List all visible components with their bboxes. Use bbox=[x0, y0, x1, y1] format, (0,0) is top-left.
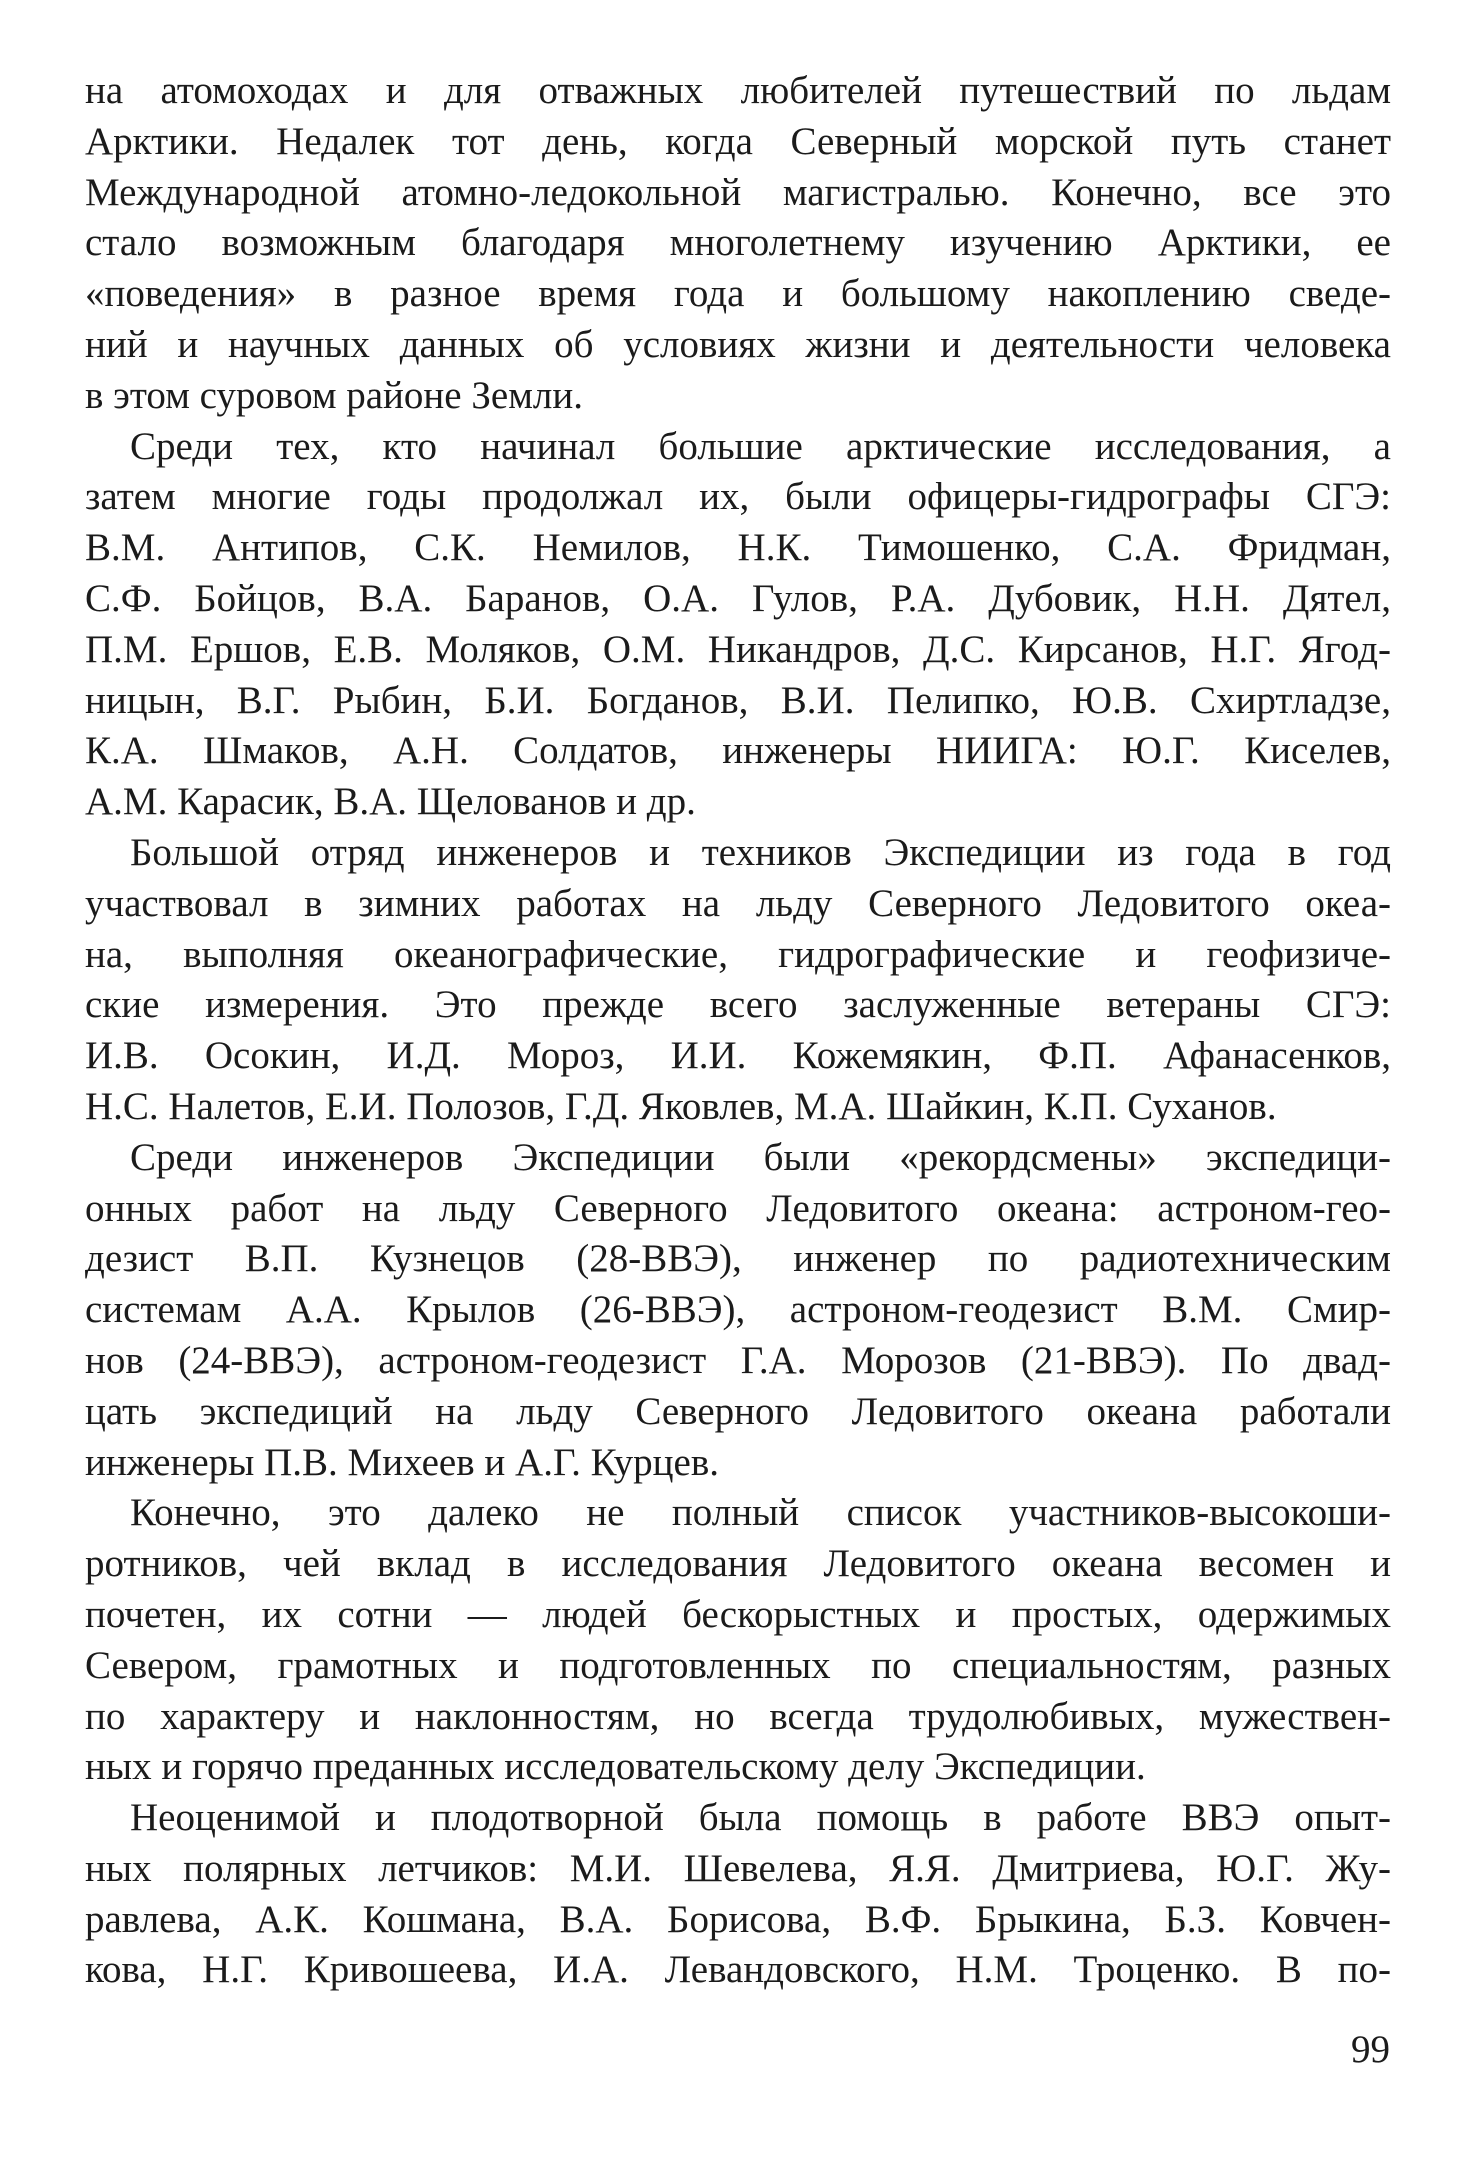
text-line: Севером, грамотных и подготовленных по специальностям, разных bbox=[85, 1643, 1391, 1687]
text-line: Среди инженеров Экспедиции были «рекордсмены» экспедици- bbox=[130, 1135, 1391, 1179]
paragraph bbox=[85, 1793, 1391, 1996]
text-line: ных полярных летчиков: М.И. Шевелева, Я.Я. Дмитриева, Ю.Г. Жу- bbox=[85, 1846, 1391, 1890]
text-line: почетен, их сотни — людей бескорыстных и простых, одержимых bbox=[85, 1592, 1391, 1636]
page-body bbox=[85, 66, 1391, 1996]
text-line: ных и горячо преданных исследовательскому делу Экспедиции. bbox=[85, 1745, 1146, 1789]
text-line: Неоценимой и плодотворной была помощь в работе ВВЭ опыт- bbox=[130, 1796, 1391, 1840]
text-line: «поведения» в разное время года и большому накоплению сведе- bbox=[85, 272, 1391, 316]
paragraph bbox=[85, 828, 1391, 1133]
text-line: на атомоходах и для отважных любителей путешествий по льдам bbox=[85, 69, 1391, 112]
text-line: инженеры П.В. Михеев и А.Г. Курцев. bbox=[85, 1440, 720, 1484]
text-line: Среди тех, кто начинал большие арктические исследования, а bbox=[130, 424, 1391, 468]
paragraph bbox=[85, 422, 1391, 828]
text-line: П.М. Ершов, Е.В. Моляков, О.М. Никандров, Д.С. Кирсанов, Н.Г. Ягод- bbox=[85, 627, 1391, 671]
page-number: 99 bbox=[1351, 2028, 1390, 2071]
text-line: стало возможным благодаря многолетнему изучению Арктики, ее bbox=[85, 221, 1391, 265]
text-line: равлева, А.К. Кошмана, В.А. Борисова, В.Ф. Брыкина, Б.З. Ковчен- bbox=[85, 1897, 1391, 1941]
text-line: цать экспедиций на льду Северного Ледовитого океана работали bbox=[85, 1389, 1391, 1433]
text-line: Конечно, это далеко не полный список участников-высокоши- bbox=[130, 1491, 1391, 1535]
text-line: системам А.А. Крылов (26-ВВЭ), астроном-геодезист В.М. Смир- bbox=[85, 1288, 1391, 1332]
text-line: И.В. Осокин, И.Д. Мороз, И.И. Кожемякин, Ф.П. Афанасенков, bbox=[85, 1034, 1391, 1078]
text-line: К.А. Шмаков, А.Н. Солдатов, инженеры НИИГА: Ю.Г. Киселев, bbox=[85, 729, 1391, 773]
text-line: затем многие годы продолжал их, были офицеры-гидрографы СГЭ: bbox=[85, 475, 1391, 519]
text-line: кова, Н.Г. Кривошеева, И.А. Левандовского, Н.М. Троценко. В по- bbox=[85, 1948, 1391, 1992]
text-line: Арктики. Недалек тот день, когда Северный морской путь станет bbox=[85, 119, 1391, 163]
text-line: Международной атомно-ледокольной магистралью. Конечно, все это bbox=[85, 170, 1391, 214]
text-line: С.Ф. Бойцов, В.А. Баранов, О.А. Гулов, Р.А. Дубовик, Н.Н. Дятел, bbox=[85, 576, 1391, 620]
text-line: ротников, чей вклад в исследования Ледовитого океана весомен и bbox=[85, 1542, 1391, 1586]
paragraph bbox=[85, 1488, 1391, 1793]
text-line: в этом суровом районе Земли. bbox=[85, 373, 583, 417]
text-line: ницын, В.Г. Рыбин, Б.И. Богданов, В.И. Пелипко, Ю.В. Схиртладзе, bbox=[85, 678, 1391, 722]
text-line: В.М. Антипов, С.К. Немилов, Н.К. Тимошенко, С.А. Фридман, bbox=[85, 526, 1391, 570]
text-line: участвовал в зимних работах на льду Северного Ледовитого океа- bbox=[85, 881, 1391, 925]
text-line: нов (24-ВВЭ), астроном-геодезист Г.А. Морозов (21-ВВЭ). По двад- bbox=[85, 1338, 1391, 1382]
text-line: ские измерения. Это прежде всего заслуженные ветераны СГЭ: bbox=[85, 983, 1391, 1027]
paragraph bbox=[85, 1133, 1391, 1489]
text-line: Большой отряд инженеров и техников Экспедиции из года в год bbox=[130, 830, 1391, 874]
text-line: дезист В.П. Кузнецов (28-ВВЭ), инженер по радиотехническим bbox=[85, 1237, 1391, 1281]
text-line: на, выполняя океанографические, гидрографические и геофизиче- bbox=[85, 932, 1391, 976]
text-line: онных работ на льду Северного Ледовитого океана: астроном-гео- bbox=[85, 1186, 1391, 1230]
text-line: ний и научных данных об условиях жизни и деятельности человека bbox=[85, 322, 1391, 366]
paragraph bbox=[85, 66, 1391, 422]
text-line: А.М. Карасик, В.А. Щелованов и др. bbox=[85, 780, 696, 824]
text-line: Н.С. Налетов, Е.И. Полозов, Г.Д. Яковлев, М.А. Шайкин, К.П. Суханов. bbox=[85, 1084, 1277, 1128]
text-line: по характеру и наклонностям, но всегда трудолюбивых, мужествен- bbox=[85, 1694, 1391, 1738]
